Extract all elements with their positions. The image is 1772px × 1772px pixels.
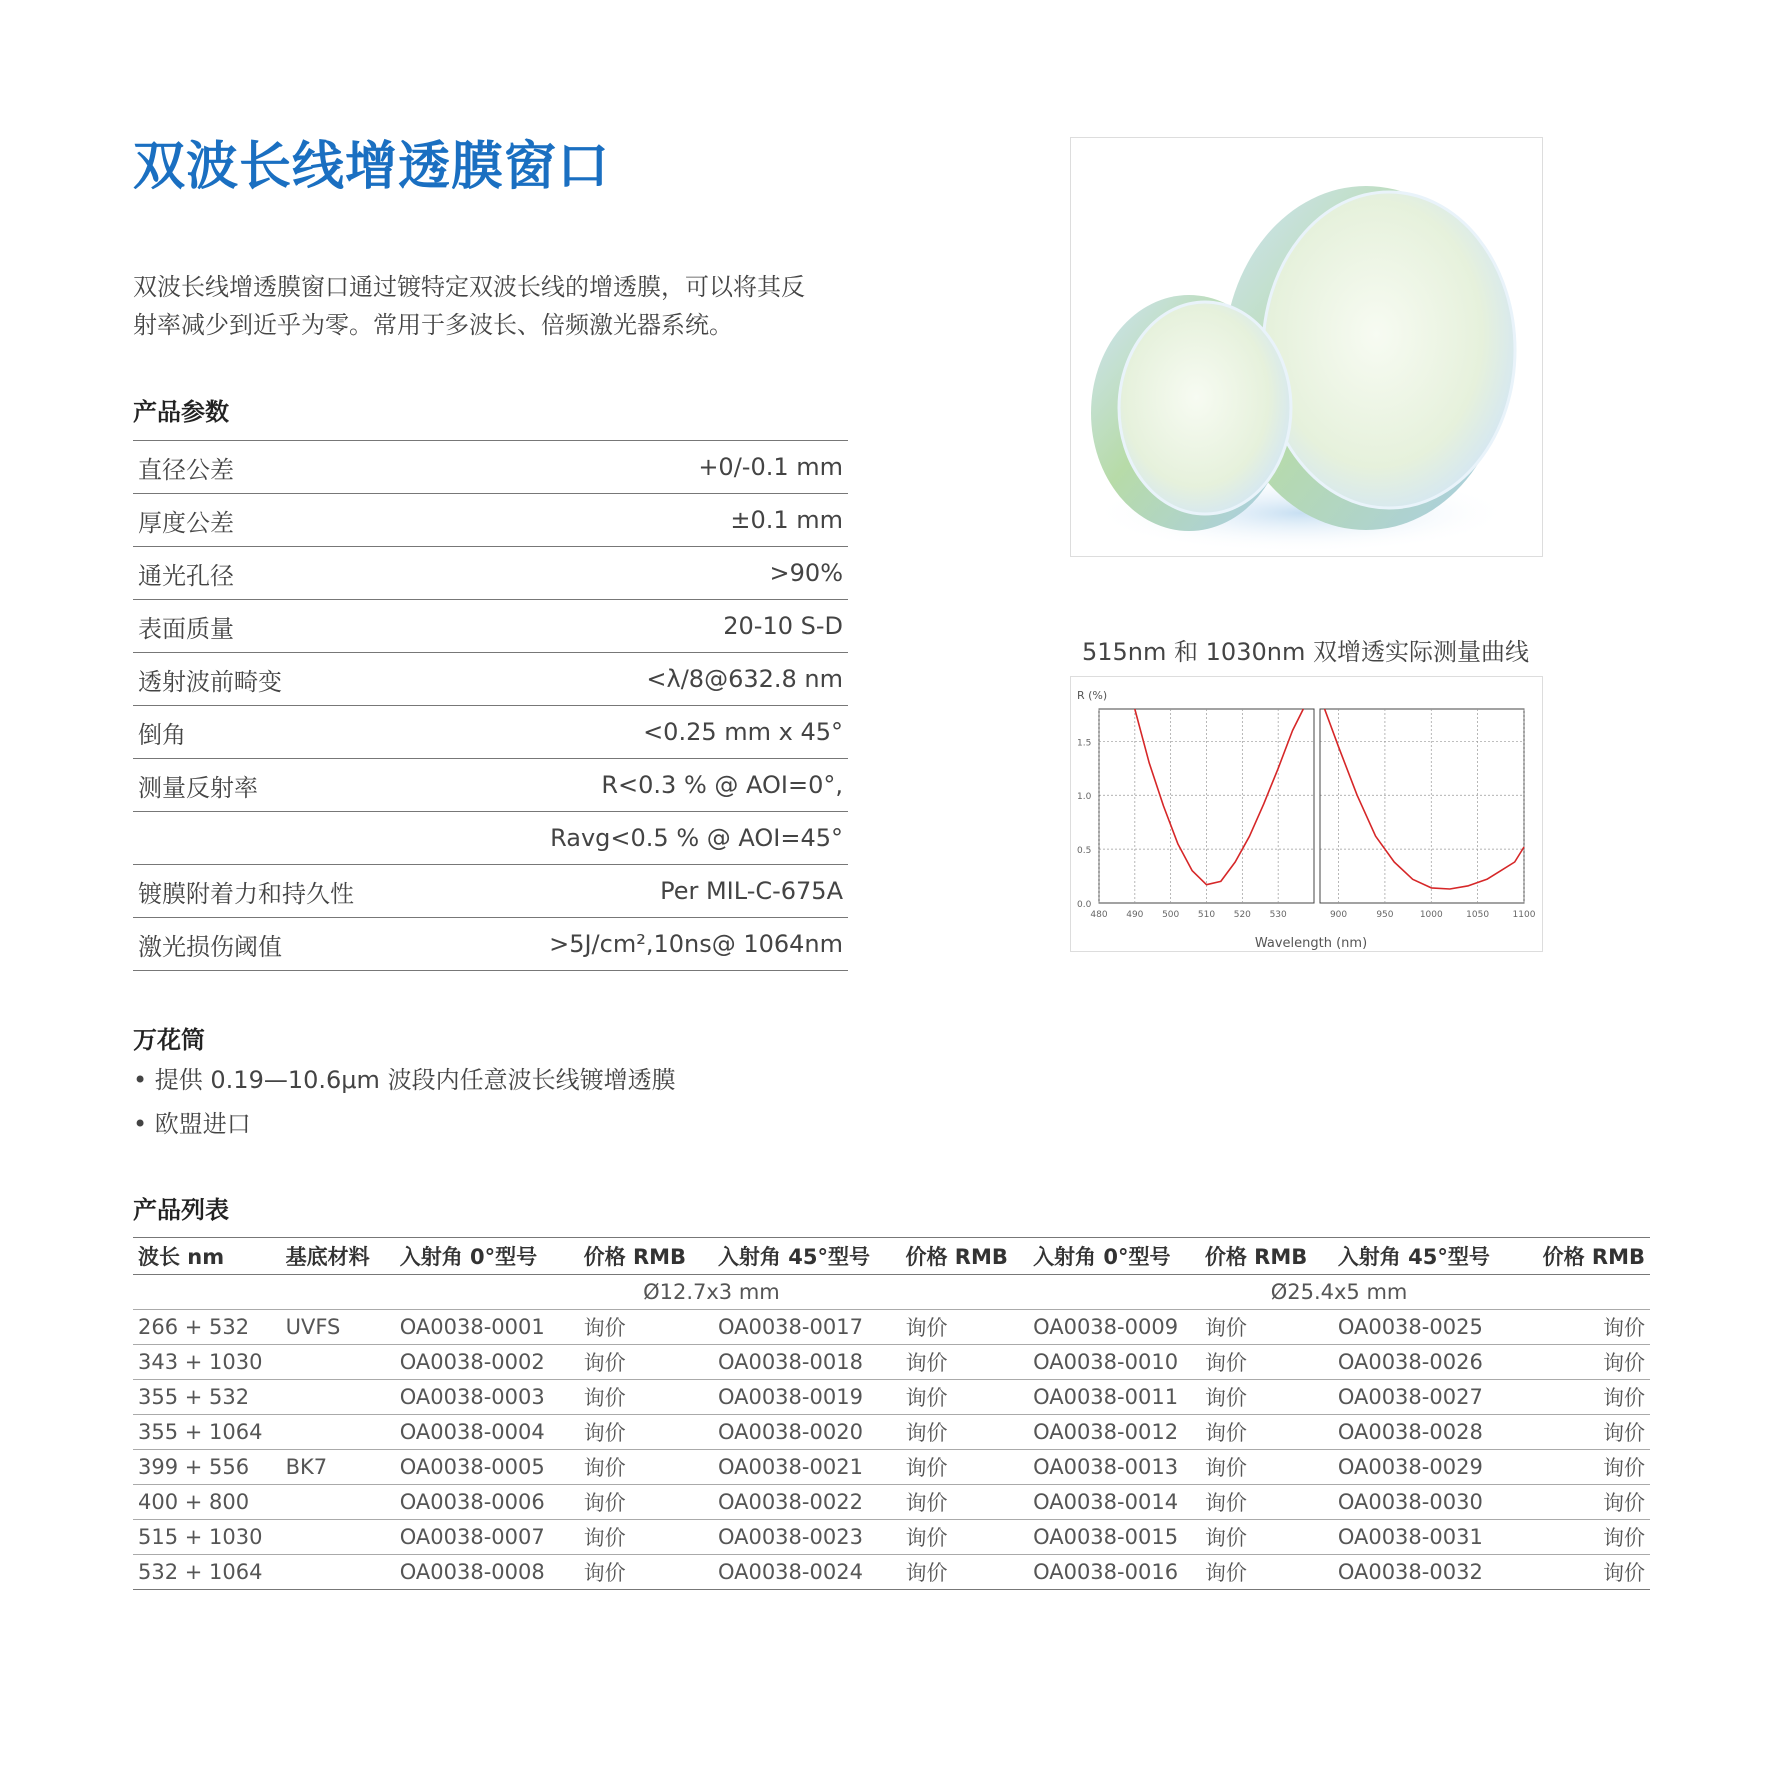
param-value: Per MIL-C-675A xyxy=(438,865,848,918)
column-header: 价格 RMB xyxy=(1200,1238,1333,1275)
product-table xyxy=(133,1237,1650,1590)
table-row xyxy=(133,1555,1650,1590)
param-row xyxy=(133,812,848,865)
param-row xyxy=(133,441,848,494)
table-cell xyxy=(281,1415,395,1450)
table-cell: OA0038-0027 xyxy=(1333,1380,1521,1415)
table-cell: OA0038-0021 xyxy=(713,1450,901,1485)
table-cell: OA0038-0028 xyxy=(1333,1415,1521,1450)
param-value: +0/-0.1 mm xyxy=(438,441,848,494)
intro-line: 双波长线增透膜窗口通过镀特定双波长线的增透膜，可以将其反 xyxy=(133,273,805,301)
table-cell: BK7 xyxy=(281,1450,395,1485)
param-row xyxy=(133,759,848,812)
x-tick-label: 900 xyxy=(1329,910,1348,920)
price-cell: 询价 xyxy=(900,1555,1028,1590)
x-tick-label: 520 xyxy=(1233,910,1251,920)
table-cell: OA0038-0025 xyxy=(1333,1310,1521,1345)
param-row xyxy=(133,653,848,706)
table-cell: OA0038-0004 xyxy=(395,1415,579,1450)
table-cell: OA0038-0002 xyxy=(395,1345,579,1380)
params-table xyxy=(133,440,848,971)
y-axis-label: R (%) xyxy=(1077,689,1108,702)
param-label: 测量反射率 xyxy=(133,759,438,812)
size-label: Ø25.4x5 mm xyxy=(1028,1275,1650,1310)
table-cell: OA0038-0032 xyxy=(1333,1555,1521,1590)
table-cell: OA0038-0030 xyxy=(1333,1485,1521,1520)
size-row xyxy=(133,1275,1650,1310)
param-row xyxy=(133,706,848,759)
table-cell: OA0038-0001 xyxy=(395,1310,579,1345)
param-value: ±0.1 mm xyxy=(438,494,848,547)
param-label: 镀膜附着力和持久性 xyxy=(133,865,438,918)
price-cell: 询价 xyxy=(900,1310,1028,1345)
price-cell: 询价 xyxy=(1200,1415,1333,1450)
table-cell: OA0038-0006 xyxy=(395,1485,579,1520)
table-cell: 266 + 532 xyxy=(133,1310,281,1345)
column-header: 入射角 0°型号 xyxy=(1028,1238,1200,1275)
chart-caption: 515nm 和 1030nm 双增透实际测量曲线 xyxy=(1082,638,1529,666)
features-list xyxy=(133,1058,676,1146)
table-cell xyxy=(281,1380,395,1415)
table-cell: OA0038-0022 xyxy=(713,1485,901,1520)
param-value: <λ/8@632.8 nm xyxy=(438,653,848,706)
table-cell xyxy=(281,1345,395,1380)
features-heading: 万花筒 xyxy=(133,1026,205,1054)
table-cell: 400 + 800 xyxy=(133,1485,281,1520)
price-cell: 询价 xyxy=(1520,1520,1650,1555)
param-value: >90% xyxy=(438,547,848,600)
price-cell: 询价 xyxy=(1200,1345,1333,1380)
param-value: <0.25 mm x 45° xyxy=(438,706,848,759)
table-cell xyxy=(281,1485,395,1520)
table-cell: OA0038-0007 xyxy=(395,1520,579,1555)
param-label: 表面质量 xyxy=(133,600,438,653)
column-header: 入射角 45°型号 xyxy=(1333,1238,1521,1275)
x-tick-label: 480 xyxy=(1090,910,1108,920)
column-header: 基底材料 xyxy=(281,1238,395,1275)
params-heading: 产品参数 xyxy=(133,398,229,426)
param-label: 激光损伤阈值 xyxy=(133,918,438,971)
price-cell: 询价 xyxy=(900,1415,1028,1450)
column-header: 价格 RMB xyxy=(579,1238,713,1275)
price-cell: 询价 xyxy=(900,1345,1028,1380)
table-cell: UVFS xyxy=(281,1310,395,1345)
x-tick-label: 530 xyxy=(1269,910,1287,920)
price-cell: 询价 xyxy=(579,1520,713,1555)
table-cell: 355 + 1064 xyxy=(133,1415,281,1450)
table-cell: OA0038-0017 xyxy=(713,1310,901,1345)
price-cell: 询价 xyxy=(579,1555,713,1590)
page-title: 双波长线增透膜窗口 xyxy=(133,137,611,197)
param-label: 厚度公差 xyxy=(133,494,438,547)
table-cell: OA0038-0019 xyxy=(713,1380,901,1415)
price-cell: 询价 xyxy=(1520,1450,1650,1485)
table-cell: OA0038-0026 xyxy=(1333,1345,1521,1380)
price-cell: 询价 xyxy=(1520,1555,1650,1590)
price-cell: 询价 xyxy=(579,1450,713,1485)
price-cell: 询价 xyxy=(1200,1380,1333,1415)
table-cell: OA0038-0023 xyxy=(713,1520,901,1555)
price-cell: 询价 xyxy=(1200,1555,1333,1590)
param-row xyxy=(133,547,848,600)
param-value: Ravg<0.5 % @ AOI=45° xyxy=(438,812,848,865)
x-tick-label: 490 xyxy=(1126,910,1144,920)
y-tick-label: 1.0 xyxy=(1077,792,1092,803)
x-tick-label: 1100 xyxy=(1512,910,1536,920)
y-tick-label: 0.0 xyxy=(1077,900,1092,910)
feature-item: • 提供 0.19—10.6μm 波段内任意波长线镀增透膜 xyxy=(133,1066,676,1094)
table-cell: OA0038-0029 xyxy=(1333,1450,1521,1485)
param-value: R<0.3 % @ AOI=0°, xyxy=(438,759,848,812)
intro-line: 射率减少到近乎为零。常用于多波长、倍频激光器系统。 xyxy=(133,311,733,339)
table-cell xyxy=(281,1520,395,1555)
x-tick-label: 1000 xyxy=(1419,910,1443,920)
table-cell: OA0038-0003 xyxy=(395,1380,579,1415)
table-cell: 532 + 1064 xyxy=(133,1555,281,1590)
column-header: 入射角 45°型号 xyxy=(713,1238,901,1275)
param-row xyxy=(133,494,848,547)
param-label: 直径公差 xyxy=(133,441,438,494)
param-value: 20-10 S-D xyxy=(438,600,848,653)
list-heading: 产品列表 xyxy=(133,1196,229,1224)
column-header: 波长 nm xyxy=(133,1238,281,1275)
price-cell: 询价 xyxy=(900,1520,1028,1555)
price-cell: 询价 xyxy=(900,1450,1028,1485)
param-label: 倒角 xyxy=(133,706,438,759)
table-cell: OA0038-0014 xyxy=(1028,1485,1200,1520)
x-tick-label: 510 xyxy=(1197,910,1216,920)
price-cell: 询价 xyxy=(900,1485,1028,1520)
table-cell: OA0038-0020 xyxy=(713,1415,901,1450)
param-value: >5J/cm²,10ns@ 1064nm xyxy=(438,918,848,971)
price-cell: 询价 xyxy=(579,1485,713,1520)
table-cell: 399 + 556 xyxy=(133,1450,281,1485)
table-cell xyxy=(281,1555,395,1590)
x-tick-label: 950 xyxy=(1376,910,1394,920)
price-cell: 询价 xyxy=(1200,1520,1333,1555)
table-cell: OA0038-0011 xyxy=(1028,1380,1200,1415)
table-cell: OA0038-0016 xyxy=(1028,1555,1200,1590)
table-cell: 355 + 532 xyxy=(133,1380,281,1415)
reflectance-chart xyxy=(1070,676,1543,952)
table-cell: OA0038-0009 xyxy=(1028,1310,1200,1345)
table-row xyxy=(133,1520,1650,1555)
table-cell: OA0038-0013 xyxy=(1028,1450,1200,1485)
x-tick-label: 500 xyxy=(1162,910,1180,920)
table-row xyxy=(133,1345,1650,1380)
table-cell: 343 + 1030 xyxy=(133,1345,281,1380)
table-cell: OA0038-0024 xyxy=(713,1555,901,1590)
table-cell: OA0038-0005 xyxy=(395,1450,579,1485)
param-label xyxy=(133,812,438,865)
price-cell: 询价 xyxy=(1200,1450,1333,1485)
size-spacer xyxy=(133,1275,395,1310)
table-row xyxy=(133,1450,1650,1485)
y-tick-label: 0.5 xyxy=(1077,846,1092,857)
plot-frame xyxy=(1320,709,1524,903)
table-row xyxy=(133,1380,1650,1415)
price-cell: 询价 xyxy=(1520,1485,1650,1520)
intro-paragraph xyxy=(133,268,863,344)
price-cell: 询价 xyxy=(579,1310,713,1345)
param-label: 透射波前畸变 xyxy=(133,653,438,706)
price-cell: 询价 xyxy=(579,1415,713,1450)
price-cell: 询价 xyxy=(1520,1310,1650,1345)
price-cell: 询价 xyxy=(1200,1310,1333,1345)
table-row xyxy=(133,1415,1650,1450)
size-label: Ø12.7x3 mm xyxy=(395,1275,1028,1310)
param-label: 通光孔径 xyxy=(133,547,438,600)
param-row xyxy=(133,600,848,653)
column-header: 入射角 0°型号 xyxy=(395,1238,579,1275)
price-cell: 询价 xyxy=(579,1380,713,1415)
table-row xyxy=(133,1310,1650,1345)
table-cell: OA0038-0008 xyxy=(395,1555,579,1590)
price-cell: 询价 xyxy=(900,1380,1028,1415)
price-cell: 询价 xyxy=(579,1345,713,1380)
table-row xyxy=(133,1485,1650,1520)
feature-item: • 欧盟进口 xyxy=(133,1110,251,1138)
table-cell: OA0038-0015 xyxy=(1028,1520,1200,1555)
column-header: 价格 RMB xyxy=(900,1238,1028,1275)
table-cell: OA0038-0012 xyxy=(1028,1415,1200,1450)
param-row xyxy=(133,865,848,918)
price-cell: 询价 xyxy=(1200,1485,1333,1520)
price-cell: 询价 xyxy=(1520,1380,1650,1415)
table-cell: OA0038-0010 xyxy=(1028,1345,1200,1380)
reflectance-series-line xyxy=(1325,709,1524,889)
param-row xyxy=(133,918,848,971)
price-cell: 询价 xyxy=(1520,1345,1650,1380)
x-axis-label: Wavelength (nm) xyxy=(1254,936,1368,951)
product-photo xyxy=(1070,137,1543,557)
table-cell: OA0038-0031 xyxy=(1333,1520,1521,1555)
price-cell: 询价 xyxy=(1520,1415,1650,1450)
x-tick-label: 1050 xyxy=(1466,910,1490,920)
table-cell: 515 + 1030 xyxy=(133,1520,281,1555)
table-cell: OA0038-0018 xyxy=(713,1345,901,1380)
y-tick-label: 1.5 xyxy=(1077,738,1092,749)
column-header: 价格 RMB xyxy=(1520,1238,1650,1275)
